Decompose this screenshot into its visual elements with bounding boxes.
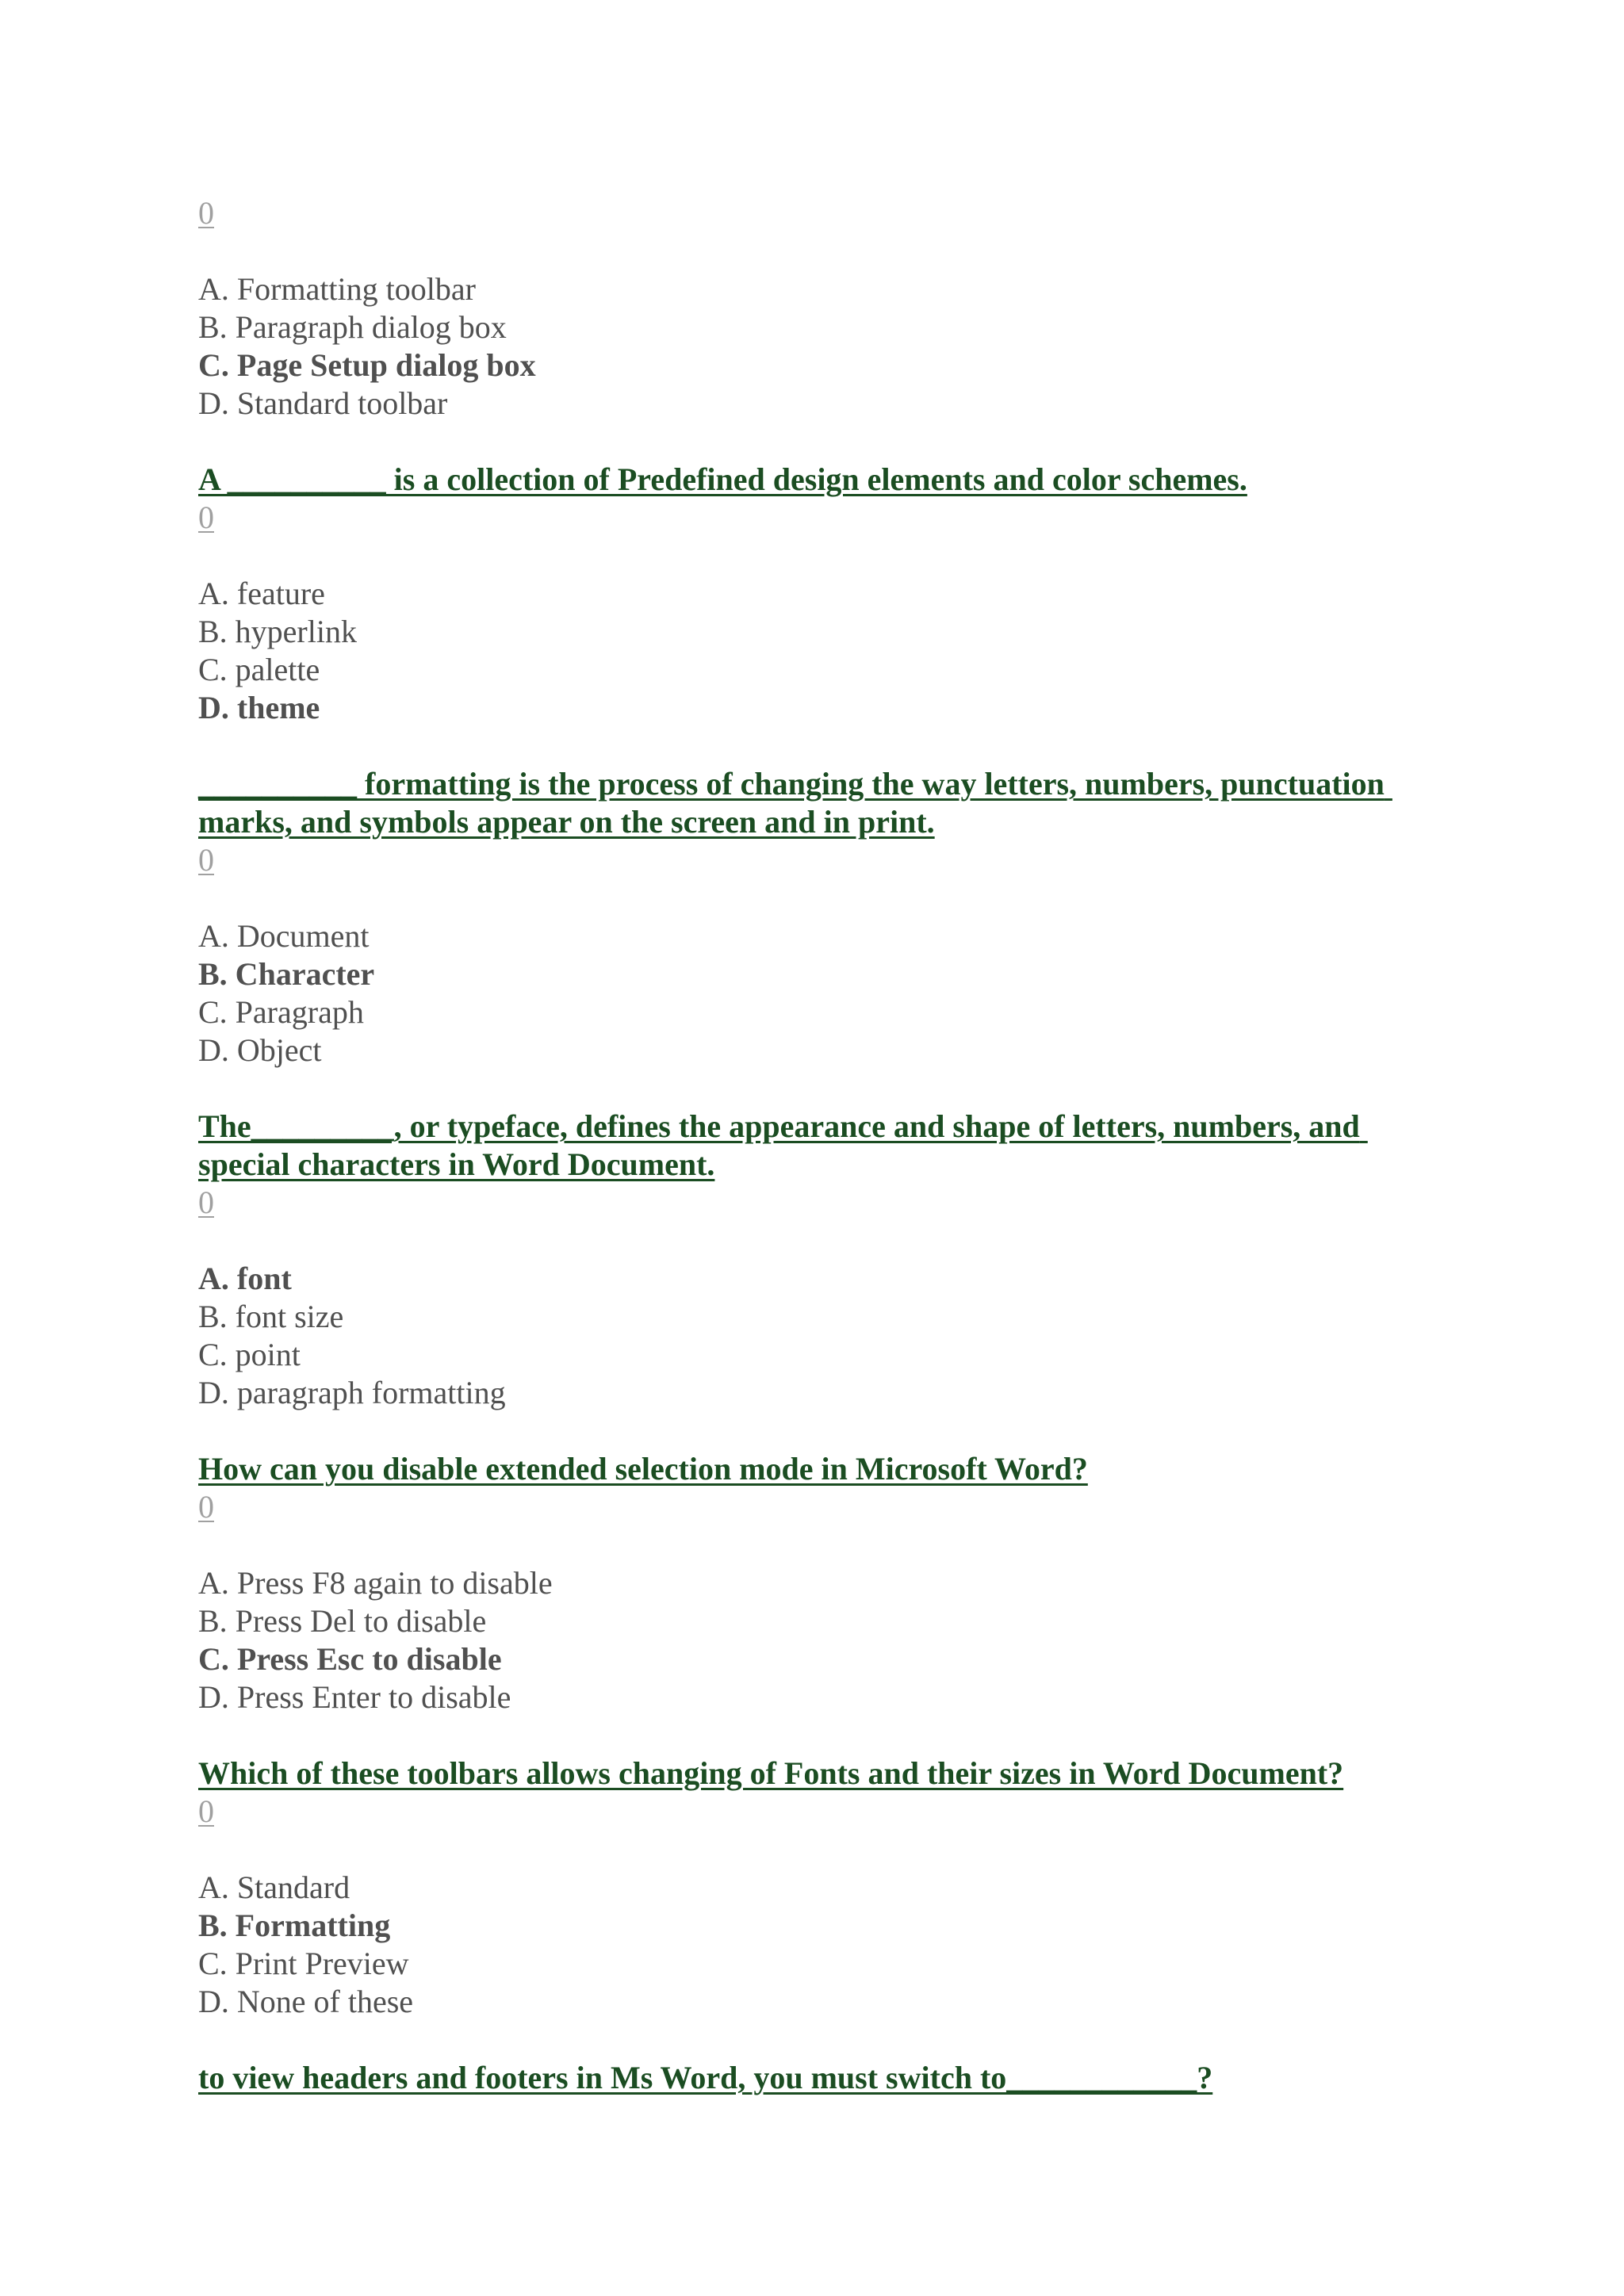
- answer-counter-link[interactable]: 0: [198, 499, 214, 535]
- answer-counter-link[interactable]: 0: [198, 842, 214, 878]
- spacer: [198, 1716, 1435, 1755]
- option-c: C. Paragraph: [198, 994, 364, 1030]
- question-block: [198, 461, 1435, 765]
- option-d-correct: D. theme: [198, 690, 320, 725]
- option-c: C. palette: [198, 652, 320, 687]
- option-d: D. Press Enter to disable: [198, 1679, 511, 1715]
- answer-counter-link[interactable]: 0: [198, 1184, 214, 1220]
- option-d: D. Object: [198, 1032, 322, 1068]
- question-block: [198, 765, 1435, 1108]
- quiz-document: [198, 194, 1435, 2097]
- option-a: A. Document: [198, 918, 370, 954]
- question-link[interactable]: to view headers and footers in Ms Word, you must switch to____________?: [198, 2060, 1213, 2095]
- option-b: B. Paragraph dialog box: [198, 309, 507, 345]
- option-a: A. feature: [198, 576, 325, 611]
- option-b: B. hyperlink: [198, 614, 357, 649]
- option-b-correct: B. Formatting: [198, 1908, 391, 1943]
- answer-counter-link[interactable]: 0: [198, 195, 214, 231]
- answer-counter-link[interactable]: 0: [198, 1489, 214, 1525]
- spacer: [198, 537, 1435, 575]
- question-link[interactable]: Which of these toolbars allows changing of Fonts and their sizes in Word Document?: [198, 1755, 1344, 1791]
- option-c-correct: C. Press Esc to disable: [198, 1641, 502, 1677]
- spacer: [198, 727, 1435, 765]
- spacer: [198, 1831, 1435, 1869]
- question-link[interactable]: __________ formatting is the process of changing the way letters, numbers, punctuation marks, and symbols appear on the screen and in print.: [198, 766, 1392, 840]
- spacer: [198, 1070, 1435, 1108]
- option-a-correct: A. font: [198, 1261, 292, 1296]
- option-d: D. Standard toolbar: [198, 385, 448, 421]
- question-block: [198, 1755, 1435, 2059]
- option-a: A. Press F8 again to disable: [198, 1565, 553, 1601]
- question-link[interactable]: How can you disable extended selection mode in Microsoft Word?: [198, 1451, 1088, 1487]
- spacer: [198, 2021, 1435, 2059]
- spacer: [198, 1412, 1435, 1450]
- question-block: [198, 2059, 1435, 2097]
- option-d: D. paragraph formatting: [198, 1375, 506, 1410]
- option-c: C. point: [198, 1337, 301, 1372]
- option-c-correct: C. Page Setup dialog box: [198, 347, 536, 383]
- option-a: A. Formatting toolbar: [198, 271, 476, 307]
- question-block: [198, 194, 1435, 461]
- option-b: B. Press Del to disable: [198, 1603, 487, 1639]
- spacer: [198, 1526, 1435, 1564]
- option-d: D. None of these: [198, 1984, 414, 2019]
- spacer: [198, 1222, 1435, 1260]
- option-a: A. Standard: [198, 1869, 350, 1905]
- answer-counter-link[interactable]: 0: [198, 1793, 214, 1829]
- option-b-correct: B. Character: [198, 956, 375, 992]
- spacer: [198, 423, 1435, 461]
- question-block: [198, 1450, 1435, 1755]
- spacer: [198, 879, 1435, 917]
- question-link[interactable]: The_________, or typeface, defines the appearance and shape of letters, numbers, and special characters in Word Document.: [198, 1108, 1368, 1182]
- question-block: [198, 1108, 1435, 1450]
- spacer: [198, 232, 1435, 270]
- question-link[interactable]: A __________ is a collection of Predefined design elements and color schemes.: [198, 461, 1247, 497]
- option-b: B. font size: [198, 1299, 344, 1334]
- option-c: C. Print Preview: [198, 1946, 409, 1981]
